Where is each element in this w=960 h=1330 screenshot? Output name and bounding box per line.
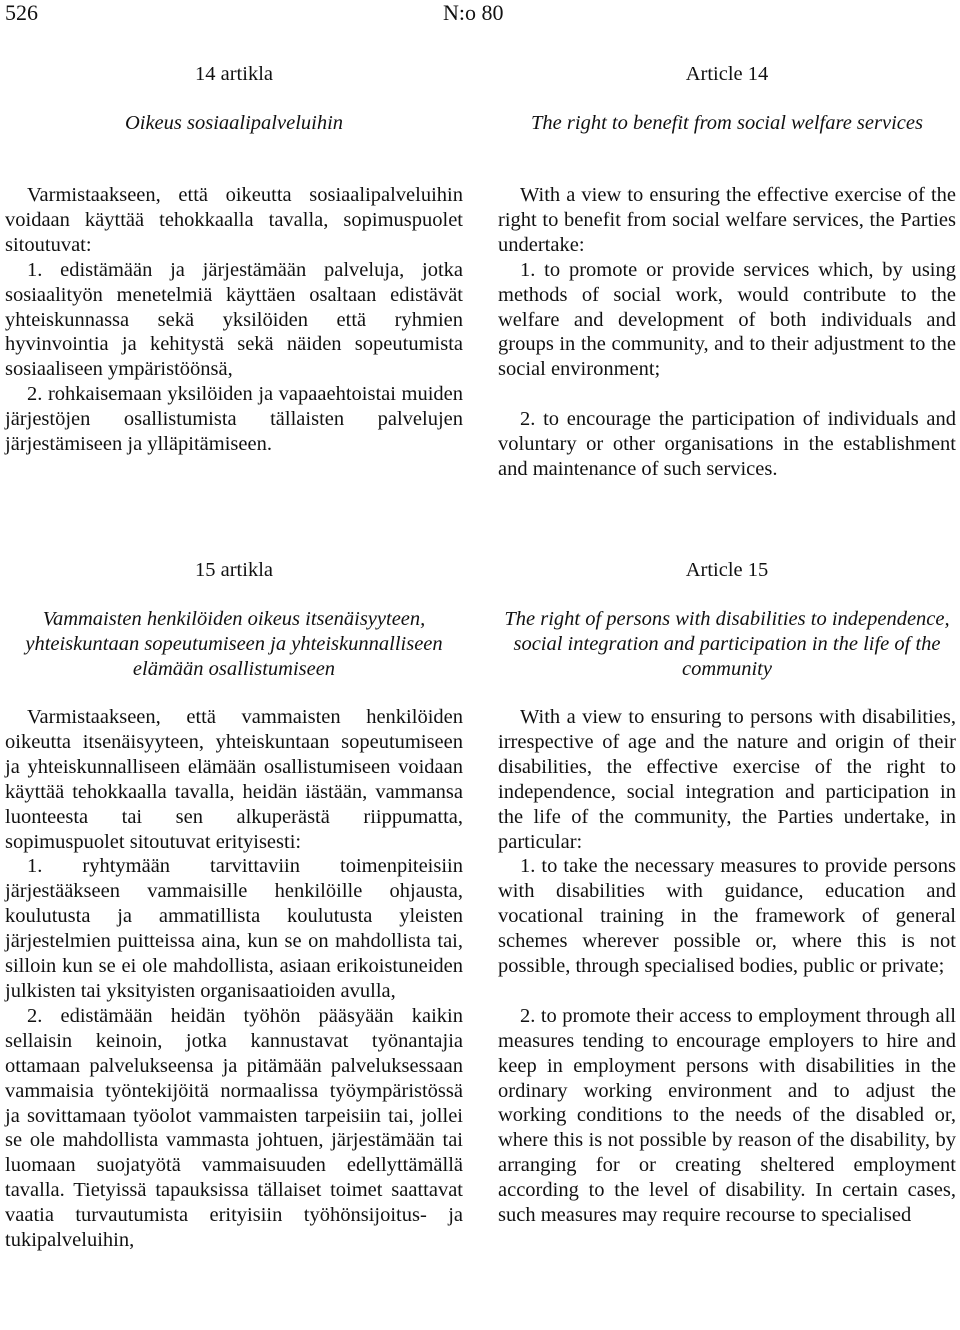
article-title: 15 artikla xyxy=(195,559,273,581)
article-intro: Varmistaakseen, että oikeutta sosiaalipalveluihin voidaan käyttää tehokkaalla tavalla, sopimuspuolet sitoutuvat: xyxy=(5,184,463,256)
page-header xyxy=(0,0,960,30)
article-subtitle: The right of persons with disabilities to independence, social integration and participation in the life of the community xyxy=(504,608,950,680)
article-item-2: 2. rohkaisemaan yksilöiden ja vapaaehtoistai muiden järjestöjen osallistumista tällaisten palvelujen järjestämiseen ja ylläpitämiseen. xyxy=(5,383,463,456)
article-item-2: 2. edistämään heidän työhön pääsyään kaikin sellaisin keinoin, jotka kannustavat työnantajia ottamaan palvelukseensa ja pitämään palveluksessaan vammaisia työntekijöitä normaalissa työympäristössä ja sovittamaan työolot vammaisten tarpeisiin tai, jollei se ole mahdollista vammasta johtuen, järjestämään tai luomaan suojatyötä vammaisuuden edellyttämällä tavalla. Tietyissä tapauksissa tällaiset toimet saattavat vaatia turvautumista erityisiin työhönsijoitus- ja tukipalveluihin, xyxy=(5,1004,463,1252)
article-title: Article 15 xyxy=(685,559,769,581)
paragraph-gap xyxy=(498,979,956,1004)
article-body xyxy=(5,705,463,1253)
article-15-fi xyxy=(5,558,463,1253)
article-item-2: 2. to promote their access to employment through all measures tending to encourage employers to hire and keep in employment persons with disabilities in the ordinary working environment and to adjust the working conditions to the needs of the disabled or, where this is not possible by reason of the disability, by arranging for or creating sheltered employment according to the level of disability. In certain cases, such measures may require recourse to specialised xyxy=(498,1004,956,1227)
article-item-1: 1. to promote or provide services which, by using methods of social work, would contribute to the welfare and development of both individuals and groups in the community, and to their adjustment to the social environment; xyxy=(498,258,956,381)
article-item-1: 1. edistämään ja järjestämään palveluja, jotka sosiaalityön menetelmiä käyttäen osaltaan edistävät yhteiskunnassa sekä yksilöiden että ryhmien hyvinvointia ja kehitystä sekä näiden sopeutumista sosiaaliseen ympäristöönsä, xyxy=(5,258,463,381)
article-title: 14 artikla xyxy=(195,63,273,85)
article-subtitle: Oikeus sosiaalipalveluihin xyxy=(124,112,344,134)
article-title: Article 14 xyxy=(685,63,769,85)
page-number: 526 xyxy=(5,0,38,25)
article-item-1: 1. ryhtymään tarvittaviin toimenpiteisiin järjestääkseen vammaisille henkilöille ohjausta, koulutusta ja ammatillista koulutusta yleisten järjestelmien puitteissa aina, kun se on mahdollista tai, silloin kun se ei ole mahdollista, asiaan erikoistuneiden julkisten tai yksityisten organisaatioiden avulla, xyxy=(5,855,463,1002)
article-intro: With a view to ensuring to persons with disabilities, irrespective of age and the nature and origin of their disabilities, the effective exercise of the right to independence, social integration and participation in the life of the community, the Parties undertake, in particular: xyxy=(498,706,956,853)
article-body xyxy=(5,183,463,457)
article-intro: With a view to ensuring the effective exercise of the right to benefit from social welfare services, the Parties undertake: xyxy=(498,184,956,256)
paragraph-gap xyxy=(498,382,956,407)
issue-number: N:o 80 xyxy=(443,0,504,25)
article-14-fi xyxy=(5,62,463,457)
article-14-en xyxy=(498,62,956,482)
article-subtitle: The right to benefit from social welfare services xyxy=(531,112,923,134)
article-body xyxy=(498,705,956,1228)
article-item-2: 2. to encourage the participation of individuals and voluntary or other organisations in the establishment and maintenance of such services. xyxy=(498,408,956,480)
article-15-en xyxy=(498,558,956,1228)
article-intro: Varmistaakseen, että vammaisten henkilöiden oikeutta itsenäisyyteen, yhteiskuntaan sopeutumiseen ja yhteiskunnalliseen elämään osallistumiseen voidaan käyttää tehokkaalla tavalla, heidän iästään, vammansa luonteesta tai sen alkuperästä riippumatta, sopimuspuolet sitoutuvat erityisesti: xyxy=(5,706,463,853)
article-body xyxy=(498,183,956,482)
article-item-1: 1. to take the necessary measures to provide persons with disabilities with guidance, education and vocational training in the framework of general schemes wherever possible or, where this is not possible, through specialised bodies, public or private; xyxy=(498,855,956,978)
article-subtitle: Vammaisten henkilöiden oikeus itsenäisyyteen, yhteiskuntaan sopeutumiseen ja yhteiskunnalliseen elämään osallistumiseen xyxy=(25,608,443,680)
